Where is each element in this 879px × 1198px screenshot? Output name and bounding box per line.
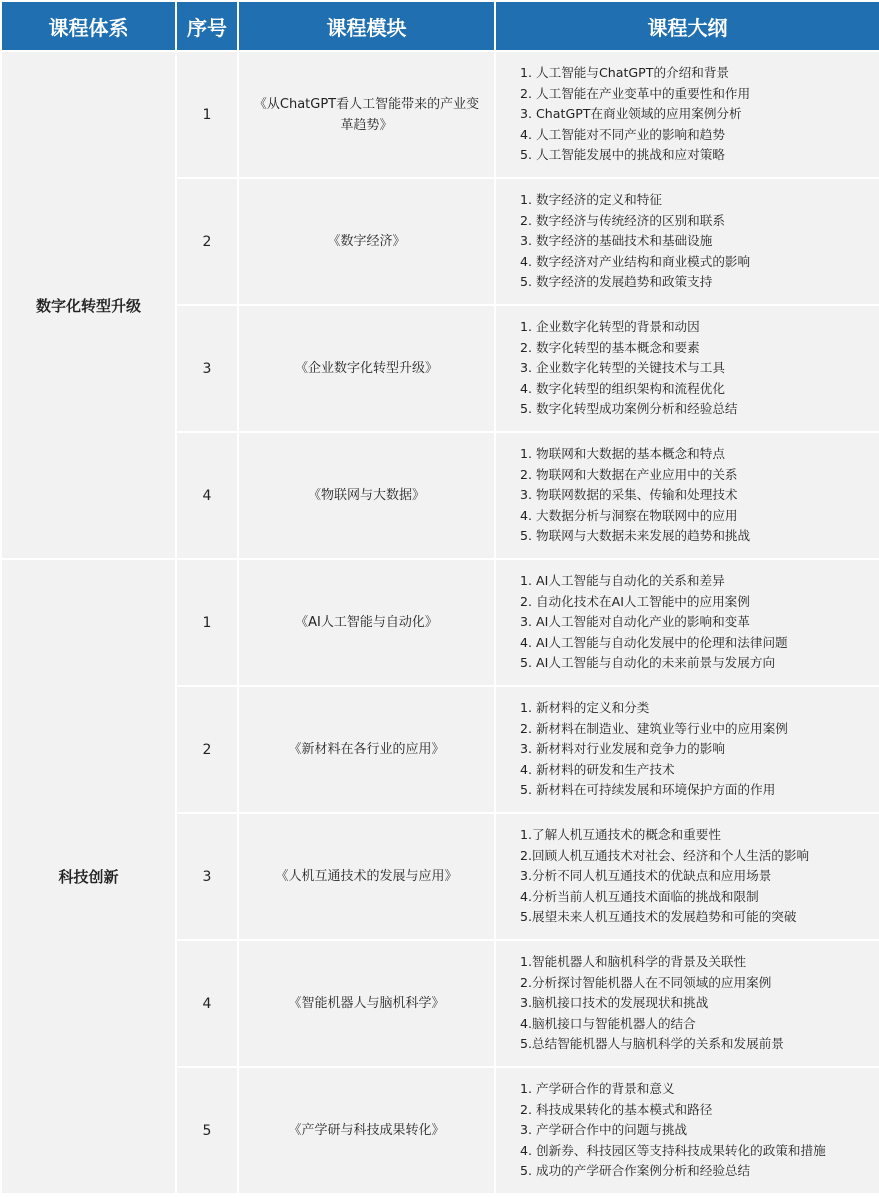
outline-item: 2. 物联网和大数据在产业应用中的关系 (520, 466, 738, 482)
row-index: 4 (177, 941, 237, 1066)
table-row (2, 52, 879, 177)
row-index: 1 (177, 52, 237, 177)
outline-item: 2. 自动化技术在AI人工智能中的应用案例 (520, 593, 750, 609)
outline-cell (496, 52, 879, 177)
outline-item: 2. 数字化转型的基本概念和要素 (520, 339, 700, 355)
outline-item: 4. 数字经济对产业结构和商业模式的影响 (520, 253, 751, 269)
outline-item: 1. 物联网和大数据的基本概念和特点 (520, 446, 725, 462)
outline-cell (496, 306, 879, 431)
module-title: 《从ChatGPT看人工智能带来的产业变革趋势》 (239, 52, 494, 177)
module-title: 《物联网与大数据》 (239, 433, 494, 558)
row-index: 2 (177, 687, 237, 812)
module-title: 《AI人工智能与自动化》 (239, 560, 494, 685)
outline-item: 5. 数字经济的发展趋势和政策支持 (520, 274, 713, 290)
row-index: 3 (177, 306, 237, 431)
outline-item: 2. 数字经济与传统经济的区别和联系 (520, 212, 725, 228)
outline-item: 5. 新材料在可持续发展和环境保护方面的作用 (520, 782, 776, 798)
outline-item: 1.了解人机互通技术的概念和重要性 (520, 827, 721, 843)
outline-item: 3. 数字经济的基础技术和基础设施 (520, 233, 713, 249)
outline-item: 3.分析不同人机互通技术的优缺点和应用场景 (520, 868, 772, 884)
outline-item: 4. AI人工智能与自动化发展中的伦理和法律问题 (520, 634, 788, 650)
outline-item: 1. 新材料的定义和分类 (520, 700, 650, 716)
outline-cell (496, 560, 879, 685)
module-title: 《产学研与科技成果转化》 (239, 1068, 494, 1193)
outline-item: 5. 人工智能发展中的挑战和应对策略 (520, 147, 725, 163)
header-row (2, 2, 879, 50)
outline-item: 3. 产学研合作中的问题与挑战 (520, 1122, 688, 1138)
outline-item: 4. 创新券、科技园区等支持科技成果转化的政策和措施 (520, 1142, 826, 1158)
outline-item: 5.总结智能机器人与脑机科学的关系和发展前景 (520, 1036, 784, 1052)
outline-cell (496, 814, 879, 939)
outline-item: 3. ChatGPT在商业领域的应用案例分析 (520, 106, 742, 122)
header-category: 课程体系 (2, 2, 175, 50)
outline-item: 1. 人工智能与ChatGPT的介绍和背景 (520, 65, 730, 81)
row-index: 2 (177, 179, 237, 304)
outline-item: 4. 数字化转型的组织架构和流程优化 (520, 380, 725, 396)
outline-cell (496, 1068, 879, 1193)
row-index: 3 (177, 814, 237, 939)
outline-item: 2. 人工智能在产业变革中的重要性和作用 (520, 85, 751, 101)
row-index: 4 (177, 433, 237, 558)
module-title: 《智能机器人与脑机科学》 (239, 941, 494, 1066)
outline-item: 4.分析当前人机互通技术面临的挑战和限制 (520, 888, 759, 904)
module-title: 《新材料在各行业的应用》 (239, 687, 494, 812)
header-index: 序号 (177, 2, 237, 50)
row-index: 1 (177, 560, 237, 685)
outline-item: 3. 新材料对行业发展和竞争力的影响 (520, 741, 725, 757)
outline-item: 1. AI人工智能与自动化的关系和差异 (520, 573, 725, 589)
header-outline: 课程大纲 (496, 2, 879, 50)
module-title: 《人机互通技术的发展与应用》 (239, 814, 494, 939)
category-tech-innovation: 科技创新 (2, 560, 175, 1193)
outline-item: 5. AI人工智能与自动化的未来前景与发展方向 (520, 655, 776, 671)
outline-cell (496, 433, 879, 558)
outline-item: 3.脑机接口技术的发展现状和挑战 (520, 995, 709, 1011)
outline-item: 1. 产学研合作的背景和意义 (520, 1081, 675, 1097)
row-index: 5 (177, 1068, 237, 1193)
outline-item: 1. 企业数字化转型的背景和动因 (520, 319, 700, 335)
outline-item: 5. 成功的产学研合作案例分析和经验总结 (520, 1163, 751, 1179)
outline-item: 4.脑机接口与智能机器人的结合 (520, 1015, 696, 1031)
outline-cell (496, 941, 879, 1066)
outline-item: 4. 新材料的研发和生产技术 (520, 761, 675, 777)
table-row (2, 560, 879, 685)
outline-item: 2. 科技成果转化的基本模式和路径 (520, 1101, 713, 1117)
outline-item: 2. 新材料在制造业、建筑业等行业中的应用案例 (520, 720, 788, 736)
outline-item: 5. 数字化转型成功案例分析和经验总结 (520, 401, 738, 417)
outline-item: 2.回顾人机互通技术对社会、经济和个人生活的影响 (520, 847, 810, 863)
outline-item: 4. 大数据分析与洞察在物联网中的应用 (520, 507, 738, 523)
category-digital-transformation: 数字化转型升级 (2, 52, 175, 558)
outline-cell (496, 687, 879, 812)
outline-cell (496, 179, 879, 304)
outline-item: 3. 企业数字化转型的关键技术与工具 (520, 360, 725, 376)
outline-item: 1. 数字经济的定义和特征 (520, 192, 662, 208)
outline-item: 3. 物联网数据的采集、传输和处理技术 (520, 487, 738, 503)
header-module: 课程模块 (239, 2, 494, 50)
module-title: 《企业数字化转型升级》 (239, 306, 494, 431)
outline-item: 5.展望未来人机互通技术的发展趋势和可能的突破 (520, 909, 797, 925)
outline-item: 4. 人工智能对不同产业的影响和趋势 (520, 126, 725, 142)
outline-item: 1.智能机器人和脑机科学的背景及关联性 (520, 954, 747, 970)
outline-item: 5. 物联网与大数据未来发展的趋势和挑战 (520, 528, 751, 544)
outline-item: 3. AI人工智能对自动化产业的影响和变革 (520, 614, 750, 630)
module-title: 《数字经济》 (239, 179, 494, 304)
outline-item: 2.分析探讨智能机器人在不同领域的应用案例 (520, 974, 772, 990)
